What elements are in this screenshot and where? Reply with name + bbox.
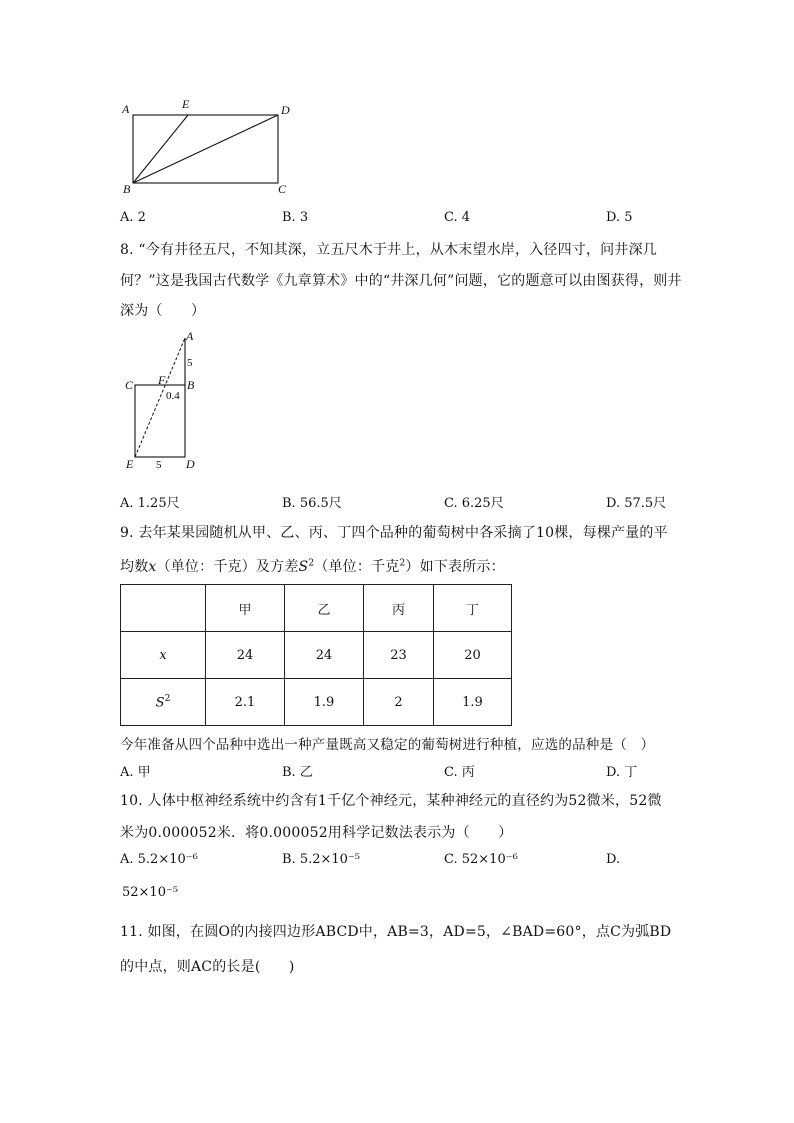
length-fb: 0.4 (166, 390, 180, 402)
table-header-yi: 乙 (285, 585, 364, 632)
q9-unit-sup: 2 (399, 558, 406, 569)
table-cell: 1.9 (285, 679, 364, 726)
table-cell: 2 (364, 679, 434, 726)
q9-text-end: ）如下表所示： (405, 559, 505, 575)
label-a: A (122, 102, 130, 116)
table-cell: 2.1 (206, 679, 285, 726)
label-c: C (278, 182, 287, 196)
table-cell: 24 (206, 632, 285, 679)
q9-option-d[interactable]: D. 丁 (606, 765, 638, 780)
q8-option-b[interactable]: B. 56.5尺 (282, 496, 342, 511)
label-f: F (158, 373, 166, 387)
q8-option-d[interactable]: D. 57.5尺 (606, 496, 667, 511)
label-a: A (186, 329, 194, 343)
q8-text-line1: 8. “今有井径五尺，不知其深，立五尺木于井上，从木末望水岸，入径四寸，问井深几 (120, 242, 657, 258)
q7-rectangle-figure (118, 95, 303, 200)
q9-text-post: （单位：千克 (314, 559, 400, 575)
q9-var-x: x (148, 559, 157, 575)
q7-option-a[interactable]: A. 2 (120, 210, 146, 225)
label-d: D (186, 457, 195, 471)
q9-option-c[interactable]: C. 丙 (444, 765, 475, 780)
table-cell: 1.9 (434, 679, 512, 726)
table-row-variance (121, 679, 512, 726)
table-header-bing: 丙 (364, 585, 434, 632)
q9-data-table (120, 584, 512, 726)
q10-option-d-value: 52×10⁻⁵ (122, 885, 179, 900)
q10-option-a[interactable]: A. 5.2×10⁻⁶ (120, 852, 198, 867)
label-d: D (281, 103, 290, 117)
length-ed: 5 (156, 459, 162, 471)
label-e: E (126, 457, 134, 471)
q8-text-line2: 何？”这是我国古代数学《九章算术》中的“井深几何”问题，它的题意可以由图获得，则井 (120, 273, 682, 289)
q8-text-line3: 深为（ ） (120, 303, 206, 319)
q11-text-line1: 11. 如图，在圆O的内接四边形ABCD中，AB=3，AD=5，∠BAD=60°，点C为弧BD (120, 924, 672, 940)
q9-text-line2 (120, 556, 505, 576)
q10-text-line1: 10. 人体中枢神经系统中约含有1千亿个神经元，某种神经元的直径约为52微米，52微 (120, 793, 662, 809)
q10-text-line2: 米为0.000052米．将0.000052用科学记数法表示为（ ） (120, 825, 513, 841)
s-var: S (155, 695, 165, 711)
table-header-ding: 丁 (434, 585, 512, 632)
q11-text-line2: 的中点，则AC的长是( ) (120, 959, 295, 975)
q9-option-a[interactable]: A. 甲 (120, 765, 151, 780)
q10-option-b[interactable]: B. 5.2×10⁻⁵ (282, 852, 360, 867)
table-header-jia: 甲 (206, 585, 285, 632)
q10-option-c[interactable]: C. 52×10⁻⁶ (444, 852, 518, 867)
q9-option-b[interactable]: B. 乙 (282, 765, 313, 780)
q7-option-c[interactable]: C. 4 (444, 210, 471, 225)
table-row-label-x: x (121, 632, 206, 679)
q9-text-mid: （单位：千克）及方差 (156, 559, 299, 575)
segment-bd (133, 115, 278, 183)
label-e: E (182, 97, 190, 111)
table-header-row (121, 585, 512, 632)
q10-option-d[interactable]: D. (606, 852, 621, 867)
label-c: C (125, 378, 134, 392)
q8-option-c[interactable]: C. 6.25尺 (444, 496, 504, 511)
q9-var-s-sup: 2 (308, 558, 315, 569)
table-row-label-s2 (121, 679, 206, 726)
table-header-empty (121, 585, 206, 632)
s-var-sup: 2 (164, 693, 171, 704)
q9-text-pre: 均数 (120, 559, 149, 575)
table-cell: 24 (285, 632, 364, 679)
q9-text-line1: 9. 去年某果园随机从甲、乙、丙、丁四个品种的葡萄树中各采摘了10棵，每棵产量的平 (120, 525, 668, 541)
label-b: B (123, 182, 131, 196)
q8-option-a[interactable]: A. 1.25尺 (120, 496, 180, 511)
q8-well-figure (118, 328, 208, 473)
q7-option-d[interactable]: D. 5 (606, 210, 633, 225)
table-cell: 23 (364, 632, 434, 679)
q7-option-b[interactable]: B. 3 (282, 210, 309, 225)
table-cell: 20 (434, 632, 512, 679)
q9-var-s: S (298, 559, 309, 575)
label-b: B (187, 378, 195, 392)
segment-be (133, 115, 188, 183)
q9-question-after: 今年准备从四个品种中选出一种产量既高又稳定的葡萄树进行种植，应选的品种是（ ） (120, 737, 655, 753)
length-ab: 5 (187, 357, 193, 369)
table-row-mean (121, 632, 512, 679)
